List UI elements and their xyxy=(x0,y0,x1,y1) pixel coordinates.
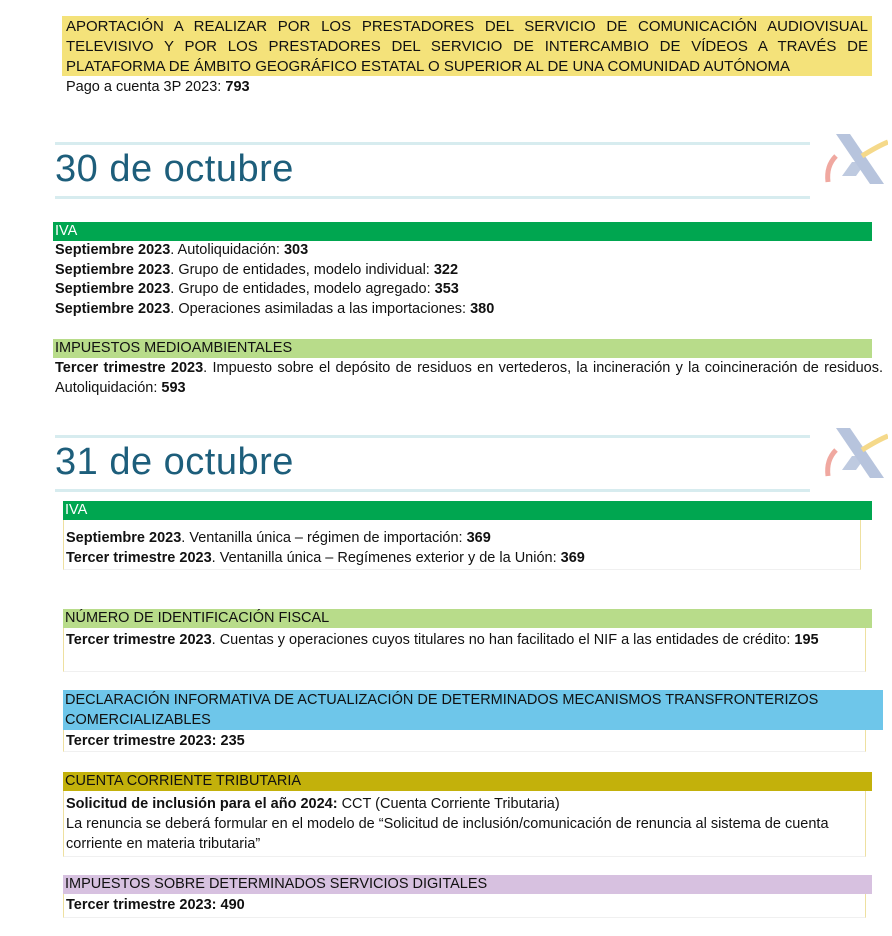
iva-31-row: Tercer trimestre 2023. Ventanilla única – Regímenes exterior y de la Unión: 369 xyxy=(66,549,585,566)
top-block-title: APORTACIÓN A REALIZAR POR LOS PRESTADORES DEL SERVICIO DE COMUNICACIÓN AUDIOVISUAL TELEVISIVO Y POR LOS PRESTADORES DEL SERVICIO DE INTERCAMBIO DE VÍDEOS A TRAVÉS DE PLATAFORMA DE ÁMBITO GEOGRÁFICO ESTATAL O SUPERIOR AL DE UNA COMUNIDAD AUTÓNOMA xyxy=(66,18,868,75)
iva-31-rows xyxy=(66,529,585,568)
cct-content xyxy=(66,794,856,854)
section-bar-digital: IMPUESTOS SOBRE DETERMINADOS SERVICIOS DIGITALES xyxy=(63,875,872,894)
date-rule-bottom-30 xyxy=(55,196,810,199)
date-rule-top-30 xyxy=(55,142,810,145)
date-rule-top-31 xyxy=(55,435,810,438)
dac-row: Tercer trimestre 2023: 235 xyxy=(66,733,245,749)
section-bar-iva-30: IVA xyxy=(53,222,872,241)
iva-30-row: Septiembre 2023. Grupo de entidades, modelo agregado: 353 xyxy=(55,281,459,297)
section-bar-nif: NÚMERO DE IDENTIFICACIÓN FISCAL xyxy=(63,609,872,628)
section-bar-dac: DECLARACIÓN INFORMATIVA DE ACTUALIZACIÓN DE DETERMINADOS MECANISMOS TRANSFRONTERIZOS COMERCIALIZABLES xyxy=(63,690,883,730)
nif-row: Tercer trimestre 2023. Cuentas y operaciones cuyos titulares no han facilitado el NIF a las entidades de crédito: 195 xyxy=(66,632,819,648)
iva-30-row: Septiembre 2023. Grupo de entidades, modelo individual: 322 xyxy=(55,261,459,278)
section-bar-medioambientales: IMPUESTOS MEDIOAMBIENTALES xyxy=(53,339,872,358)
iva-31-row: Septiembre 2023. Ventanilla única – régimen de importación: 369 xyxy=(66,530,491,546)
top-payment-label: Pago a cuenta 3P 2023: xyxy=(66,79,222,95)
iva-30-row: Septiembre 2023. Operaciones asimiladas a las importaciones: 380 xyxy=(55,300,495,317)
top-payment-line xyxy=(66,78,250,98)
section-bar-iva-31: IVA xyxy=(63,501,872,520)
date-rule-bottom-31 xyxy=(55,489,810,492)
top-payment-code: 793 xyxy=(225,79,250,95)
agencia-tributaria-logo-icon xyxy=(822,420,888,484)
iva-30-row: Septiembre 2023. Autoliquidación: 303 xyxy=(55,242,309,258)
digital-row: Tercer trimestre 2023: 490 xyxy=(66,897,245,913)
section-bar-cct: CUENTA CORRIENTE TRIBUTARIA xyxy=(63,772,872,791)
date-heading-30: 30 de octubre xyxy=(55,148,294,190)
agencia-tributaria-logo-icon xyxy=(822,126,888,190)
env-row: Tercer trimestre 2023. Impuesto sobre el depósito de residuos en vertederos, la incineración y la coincineración de residuos. Autoliquidación: 593 xyxy=(55,360,883,396)
cct-note: La renuncia se deberá formular en el modelo de “Solicitud de inclusión/comunicación de renuncia al sistema de cuenta corriente en materia tributaria” xyxy=(66,816,829,852)
date-heading-31: 31 de octubre xyxy=(55,441,294,483)
cct-row: Solicitud de inclusión para el año 2024: CCT (Cuenta Corriente Tributaria) xyxy=(66,796,560,812)
iva-30-rows xyxy=(55,241,494,319)
